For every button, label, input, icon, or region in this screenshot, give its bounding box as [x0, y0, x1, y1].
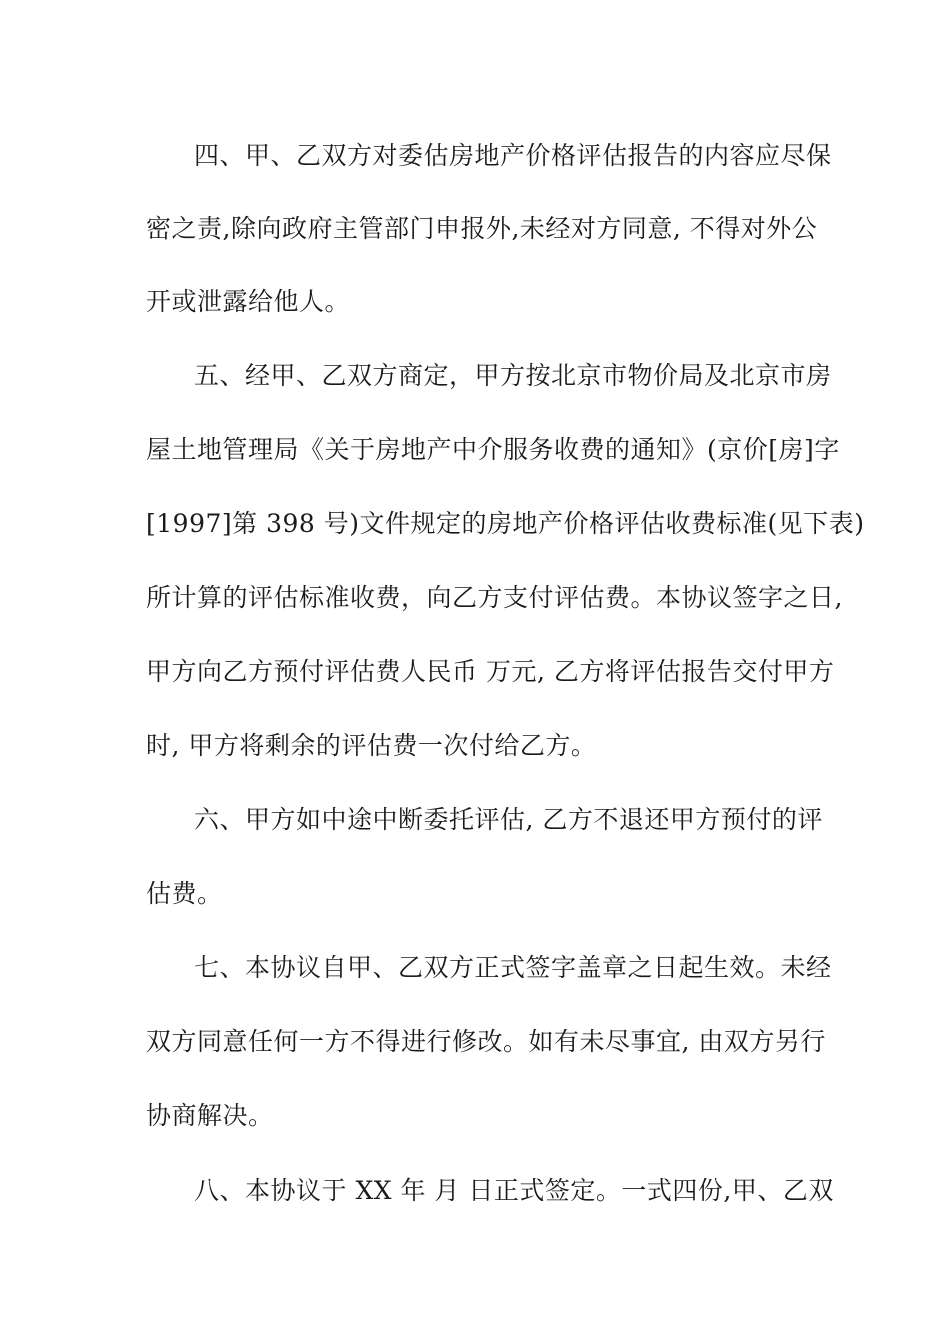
clause-5-line-1: 五、经甲、乙双方商定，甲方按北京市物价局及北京市房	[194, 361, 832, 390]
clause-5-line-3: [1997]第 398 号)文件规定的房地产价格评估收费标准(见下表)	[146, 509, 865, 538]
clause-7-line-3: 协商解决。	[146, 1101, 274, 1130]
clause-5-line-5: 甲方向乙方预付评估费人民币 万元, 乙方将评估报告交付甲方	[146, 657, 835, 686]
clause-4-line-3: 开或泄露给他人。	[146, 287, 351, 316]
clause-6-line-2: 估费。	[146, 879, 223, 908]
clause-4-line-2: 密之责,除向政府主管部门申报外,未经对方同意, 不得对外公	[146, 214, 818, 243]
clause-5-line-4: 所计算的评估标准收费，向乙方支付评估费。本协议签字之日,	[146, 583, 843, 612]
clause-5-line-6: 时, 甲方将剩余的评估费一次付给乙方。	[146, 731, 597, 760]
clause-5-line-2: 屋土地管理局《关于房地产中介服务收费的通知》(京价[房]字	[146, 435, 840, 464]
clause-6-line-1: 六、甲方如中途中断委托评估, 乙方不退还甲方预付的评	[194, 805, 823, 834]
clause-4-line-1: 四、甲、乙双方对委估房地产价格评估报告的内容应尽保	[194, 141, 832, 170]
clause-8-line-1: 八、本协议于 XX 年 月 日正式签定。一式四份,甲、乙双	[194, 1176, 834, 1205]
clause-7-line-2: 双方同意任何一方不得进行修改。如有未尽事宜, 由双方另行	[146, 1027, 826, 1056]
clause-7-line-1: 七、本协议自甲、乙双方正式签字盖章之日起生效。未经	[194, 953, 832, 982]
